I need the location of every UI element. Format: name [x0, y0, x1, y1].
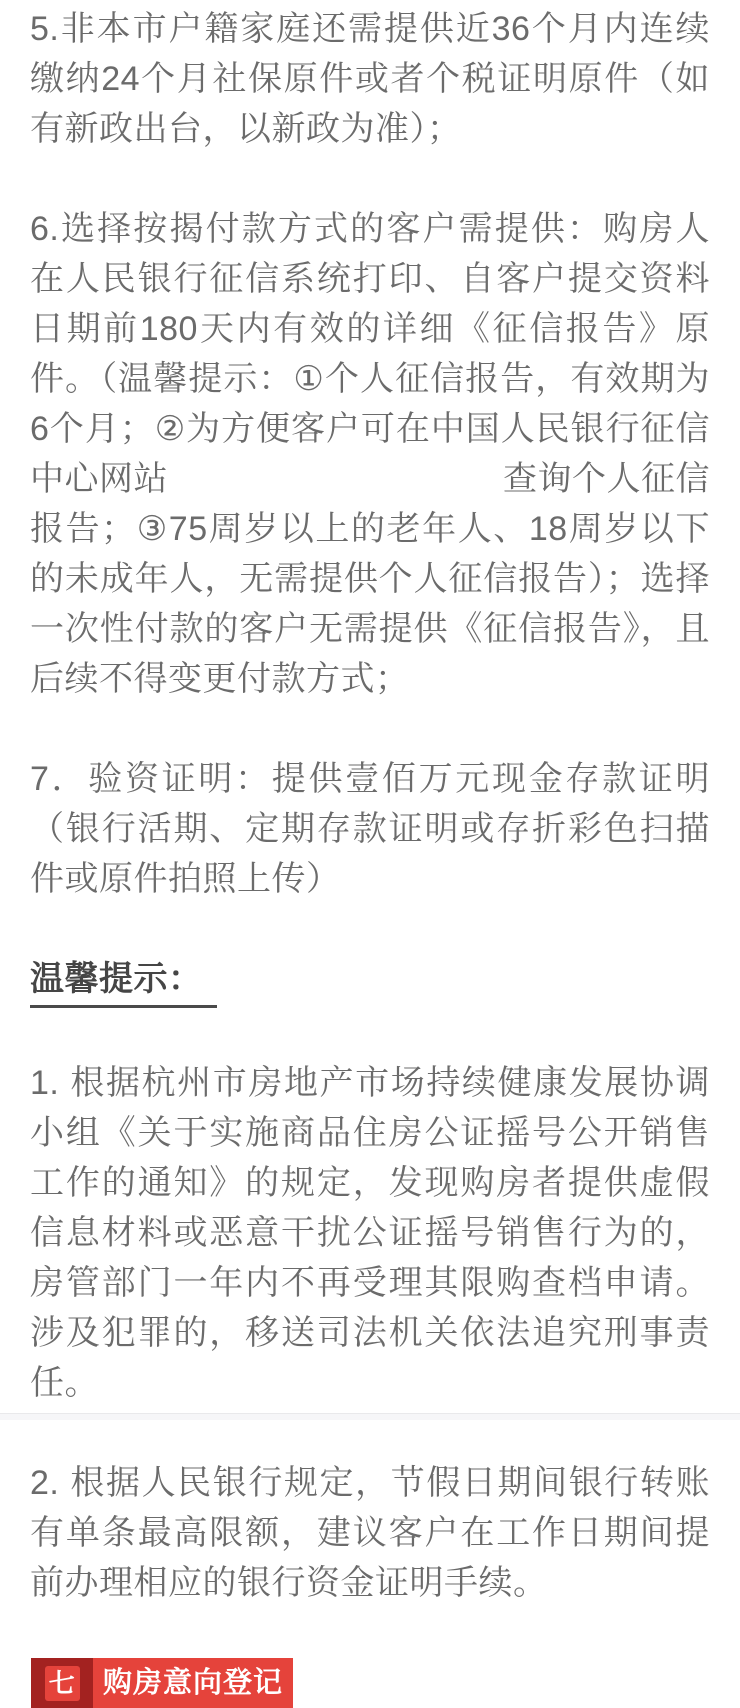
requirement-item-5: 5.非本市户籍家庭还需提供近36个月内连续缴纳24个月社保原件或者个税证明原件（如有新政出台，以新政为准）； — [30, 10, 710, 148]
section-number-seven: 七 — [45, 1666, 80, 1701]
requirement-item-7: 7．验资证明：提供壹佰万元现金存款证明（银行活期、定期存款证明或存折彩色扫描件或原件拍照上传） — [30, 760, 710, 898]
section-7-badge — [31, 1658, 293, 1708]
redacted-link-gap — [168, 489, 503, 490]
item-6-text-after-gap: 查询个人征信报告；③75周岁以上的老年人、18周岁以下的未成年人，无需提供个人征信报告）；选择一次性付款的客户无需提供《征信报告》，且后续不得变更付款方式； — [30, 460, 710, 698]
item-6-text-before-gap: 6.选择按揭付款方式的客户需提供：购房人在人民银行征信系统打印、自客户提交资料日期前180天内有效的详细《征信报告》原件。（温馨提示：①个人征信报告，有效期为6个月；②为方便客户可在中国人民银行征信中心网站 — [30, 210, 710, 498]
tip-item-1: 1. 根据杭州市房地产市场持续健康发展协调小组《关于实施商品住房公证摇号公开销售工作的通知》的规定，发现购房者提供虚假信息材料或恶意干扰公证摇号销售行为的，房管部门一年内不再受理其限购查档申请。涉及犯罪的，移送司法机关依法追究刑事责任。 — [30, 1064, 710, 1402]
tip-item-2: 2. 根据人民银行规定，节假日期间银行转账有单条最高限额，建议客户在工作日期间提前办理相应的银行资金证明手续。 — [30, 1464, 710, 1602]
tips-heading — [30, 954, 710, 1008]
section-badge-number-panel — [31, 1658, 93, 1708]
requirement-item-6 — [30, 204, 710, 704]
tips-heading-text: 温馨提示： — [30, 954, 217, 1008]
section-badge-title: 购房意向登记 — [93, 1658, 293, 1708]
page-bottom-divider — [0, 1413, 740, 1420]
